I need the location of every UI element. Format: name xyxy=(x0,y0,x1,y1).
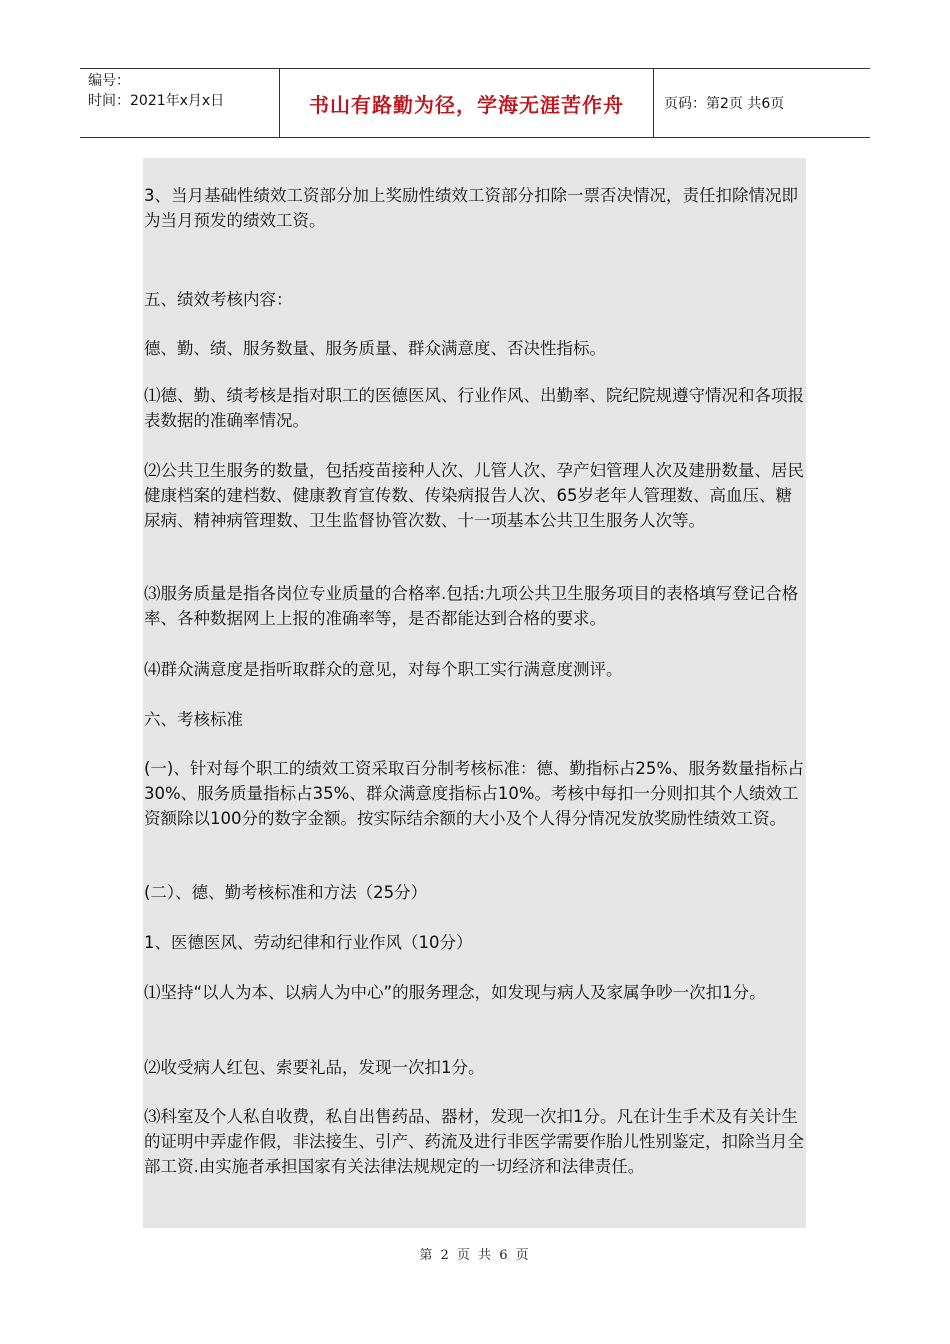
paragraph: ⑷群众满意度是指听取群众的意见，对每个职工实行满意度测评。 xyxy=(144,660,623,679)
paragraph: ⑵收受病人红包、索要礼品，发现一次扣1分。 xyxy=(144,1058,485,1077)
paragraph: ⑶科室及个人私自收费，私自出售药品、器材，发现一次扣1分。凡在计生手术及有关计生的证明中弄虚作假，非法接生、引产、药流及进行非医学需要作胎儿性别鉴定，扣除当月全部工资.由实施者承担国家有关法律法规规定的一切经济和法律责任。 xyxy=(144,1107,804,1176)
section-heading: 五、绩效考核内容： xyxy=(144,290,293,309)
paragraph: ⑴坚持“以人为本、以病人为中心”的服务理念，如发现与病人及家属争吵一次扣1分。 xyxy=(144,983,766,1002)
header-motto: 书山有路勤为径，学海无涯苦作舟 xyxy=(280,69,654,137)
paragraph: ⑵公共卫生服务的数量，包括疫苗接种人次、儿管人次、孕产妇管理人次及建册数量、居民健康档案的建档数、健康教育宣传数、传染病报告人次、65岁老年人管理数、高血压、糖尿病、精神病管理数、卫生监督协管次数、十一项基本公共卫生服务人次等。 xyxy=(144,461,804,530)
page-header xyxy=(80,68,870,138)
paragraph: ⑴德、勤、绩考核是指对职工的医德医风、行业作风、出勤率、院纪院规遵守情况和各项报表数据的准确率情况。 xyxy=(144,386,804,430)
header-meta xyxy=(80,69,280,137)
paragraph: ⑶服务质量是指各岗位专业质量的合格率.包括:九项公共卫生服务项目的表格填写登记合格率、各种数据网上上报的准确率等，是否都能达到合格的要求。 xyxy=(144,584,799,628)
paragraph: (一)、针对每个职工的绩效工资采取百分制考核标准：德、勤指标占25%、服务数量指标占30%、服务质量指标占35%、群众满意度指标占10%。考核中每扣一分则扣其个人绩效工资额除以100分的数字金额。按实际结余额的大小及个人得分情况发放奖励性绩效工资。 xyxy=(144,759,805,828)
date-label: 时间：2021年x月x日 xyxy=(88,93,225,109)
header-page-label: 页码：第2页 共6页 xyxy=(664,96,785,112)
paragraph: 3、当月基础性绩效工资部分加上奖励性绩效工资部分扣除一票否决情况，责任扣除情况即为当月预发的绩效工资。 xyxy=(144,186,798,230)
paragraph: 德、勤、绩、服务数量、服务质量、群众满意度、否决性指标。 xyxy=(144,339,606,358)
doc-number-label: 编号： xyxy=(88,73,130,89)
section-heading: 六、考核标准 xyxy=(144,710,243,729)
subsection-heading: (二）、德、勤考核标准和方法（25分） xyxy=(144,883,428,902)
subsection-heading: 1、医德医风、劳动纪律和行业作风（10分） xyxy=(144,933,473,952)
page-footer: 第 2 页 共 6 页 xyxy=(419,1248,531,1263)
